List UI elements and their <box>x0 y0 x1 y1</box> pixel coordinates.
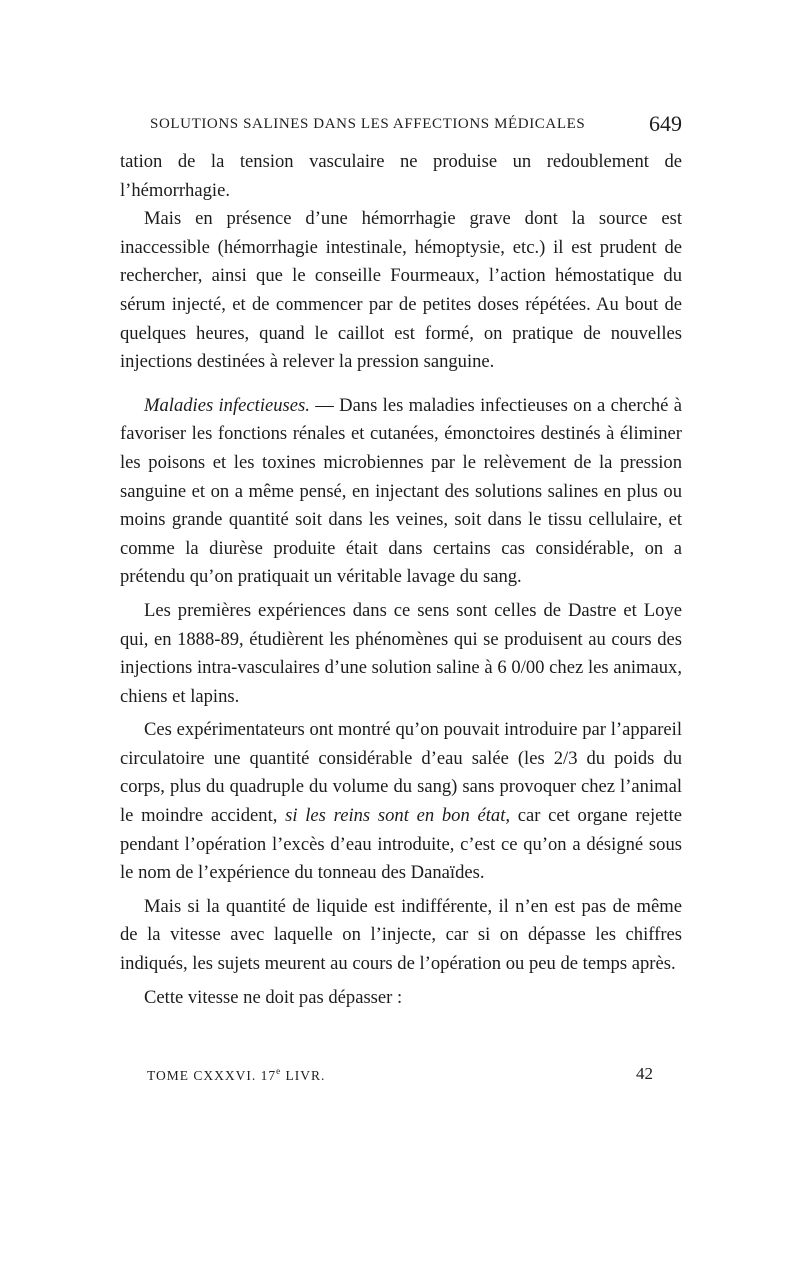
signature-number: 42 <box>636 1064 653 1083</box>
paragraph-experimentateurs-text: Ces expérimentateurs ont montré qu’on pouvait introduire par l’appareil circulatoire une quantité considérable d’eau salée (les 2/3 du poids du corps, plus du quadruple du volume du sang) sans provoquer chez l’animal le moindre accident, <box>120 719 682 827</box>
paragraph-premieres-experiences: Les premières expériences dans ce sens sont celles de Dastre et Loye qui, en 1888-89, étudièrent les phénomènes qui se produisent au cours des injections intra-vasculaires d’une solution saline à 6 0/00 chez les animaux, chiens et lapins. <box>120 599 682 707</box>
paragraph-maladies-text: — Dans les maladies infectieuses on a cherché à favoriser les fonctions rénales et cutanées, émonctoires destinés à éliminer les poisons et les toxines microbiennes par le relèvement de la pression sanguine et on a même pensé, en injectant des solutions salines en plus ou moins grande quantité soit dans les veines, soit dans le tissu cellulaire, et comme la diurèse produite était dans certains cas considérable, on a prétendu qu’on pratiquait un véritable lavage du sang. <box>120 394 683 588</box>
body-text <box>120 148 682 1012</box>
volume-superscript: e <box>276 1066 282 1076</box>
paragraph-vitesse: Mais si la quantité de liquide est indifférente, il n’en est pas de même de la vitesse avec laquelle on l’injecte, car si on dépasse les chiffres indiqués, les sujets meurent au cours de l’opération ou peu de temps après. <box>120 895 682 975</box>
paragraph-maladies-infectieuses <box>120 392 682 592</box>
paragraph-cette-vitesse: Cette vitesse ne doit pas dépasser : <box>144 986 403 1008</box>
livraison-label: LIVR. <box>281 1068 326 1083</box>
paragraph-continuation: tation de la tension vasculaire ne produise un redoublement de l’hémorrhagie. <box>120 151 682 201</box>
section-heading-maladies-infectieuses: Maladies infectieuses. <box>144 394 310 416</box>
italic-reins: si les reins sont en bon état, <box>285 805 511 827</box>
paragraph-experimentateurs-end: car cet organe rejette pendant l’opération l’excès d’eau introduite, c’est ce qu’on a désigné sous le nom de l’expérience du tonneau des Danaïdes. <box>120 805 682 884</box>
running-header <box>150 111 682 138</box>
running-title: SOLUTIONS SALINES DANS LES AFFECTIONS MÉDICALES <box>150 116 586 132</box>
page-number: 649 <box>649 111 682 136</box>
volume-line <box>147 1066 325 1084</box>
volume-label: TOME CXXXVI. 17 <box>147 1068 277 1083</box>
paragraph-hemorrhagie: Mais en présence d’une hémorrhagie grave dont la source est inaccessible (hémorrhagie intestinale, hémoptysie, etc.) il est prudent de rechercher, ainsi que le conseille Fourmeaux, l’action hémostatique du sérum injecté, et de commencer par de petites doses répétées. Au bout de quelques heures, quand le caillot est formé, on pratique de nouvelles injections destinées à relever la pression sanguine. <box>120 208 682 373</box>
paragraph-experimentateurs <box>120 716 682 888</box>
page-footer <box>147 1066 653 1088</box>
